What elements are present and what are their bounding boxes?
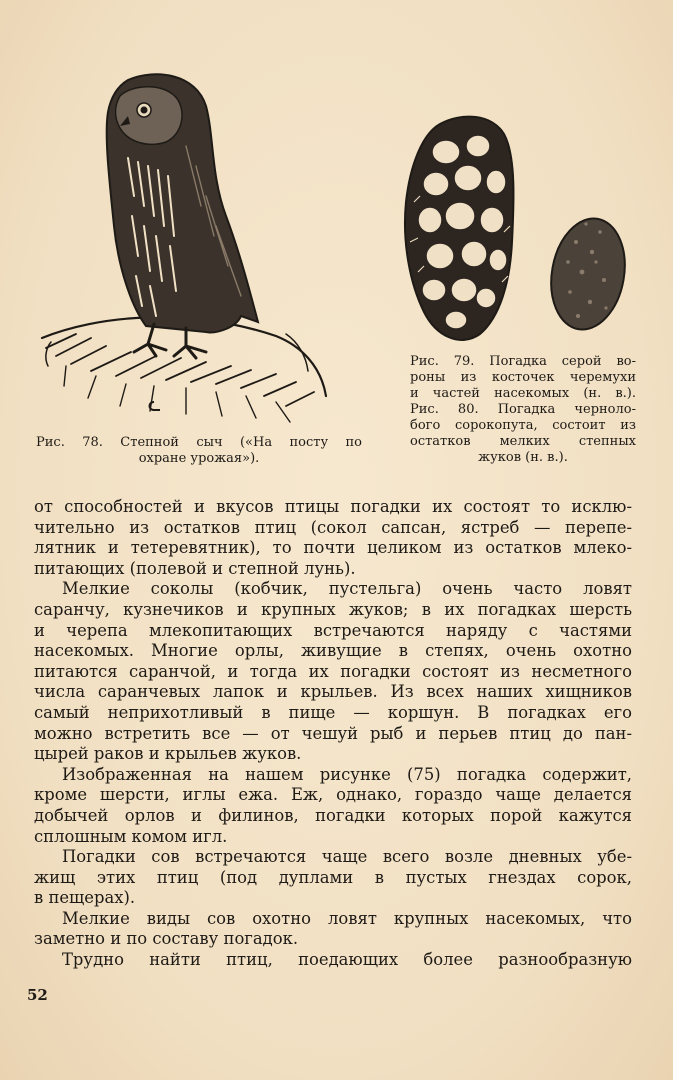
text-line: Изображенная на нашем рисунке (75) погадка содержит,	[62, 764, 632, 784]
text-line: можно встретить все — от чешуй рыб и перьев птиц до пан-	[34, 723, 632, 743]
caption-line: Рис. 79. Погадка серой во-	[410, 354, 636, 369]
caption-line: остатков мелких степных	[410, 434, 636, 449]
figure-78-caption	[36, 435, 362, 467]
caption-line: бого сорокопута, состоит из	[410, 418, 636, 433]
text-line: насекомых. Многие орлы, живущие в степях, очень охотно	[34, 641, 632, 661]
caption-line: Рис. 80. Погадка черноло-	[410, 402, 636, 417]
caption-line: Рис. 78. Степной сыч («На посту по	[36, 435, 362, 450]
text-line: питаются саранчой, и тогда их погадки состоят из несметного	[34, 661, 632, 681]
pellets-illustration	[400, 112, 630, 347]
text-line: чительно из остатков птиц (сокол сапсан, ястреб — перепе-	[34, 517, 632, 537]
page-number: 52	[27, 986, 48, 1004]
text-line: лятник и тетеревятник), то почти целиком из остатков млеко-	[34, 538, 632, 558]
body-text	[34, 497, 632, 971]
text-line: Мелкие виды сов охотно ловят крупных насекомых, что	[62, 908, 632, 928]
text-line: Мелкие соколы (кобчик, пустельга) очень часто ловят	[62, 579, 632, 599]
text-line: и черепа млекопитающих встречаются наряду с частями	[34, 620, 632, 640]
text-line: добычей орлов и филинов, погадки которых порой кажутся	[34, 805, 632, 825]
owl-illustration	[36, 66, 336, 426]
caption-line: роны из косточек черемухи	[410, 370, 636, 385]
text-line: кроме шерсти, иглы ежа. Еж, однако, гораздо чаще делается	[34, 785, 632, 805]
text-line: саранчу, кузнечиков и крупных жуков; в их погадках шерсть	[34, 599, 632, 619]
text-line: цырей раков и крыльев жуков.	[34, 744, 302, 764]
text-line: числа саранчевых лапок и крыльев. Из всех наших хищников	[34, 682, 632, 702]
text-line: в пещерах).	[34, 888, 136, 908]
caption-line: жуков (н. в.).	[478, 450, 568, 465]
text-line: питающих (полевой и степной лунь).	[34, 558, 356, 578]
text-line: Трудно найти птиц, поедающих более разнообразную	[62, 950, 632, 970]
figure-79-80-caption	[410, 354, 636, 466]
text-line: Погадки сов встречаются чаще всего возле дневных убе-	[62, 847, 632, 867]
text-line: самый неприхотливый в пище — коршун. В погадках его	[34, 702, 632, 722]
text-line: жищ этих птиц (под дуплами в пустых гнездах сорок,	[34, 867, 632, 887]
text-line: сплошным комом игл.	[34, 826, 228, 846]
caption-line: охране урожая»).	[138, 451, 260, 466]
caption-line: и частей насекомых (н. в.).	[410, 386, 636, 401]
text-line: заметно и по составу погадок.	[34, 929, 299, 949]
text-line: от способностей и вкусов птицы погадки их состоят то исклю-	[34, 497, 632, 516]
